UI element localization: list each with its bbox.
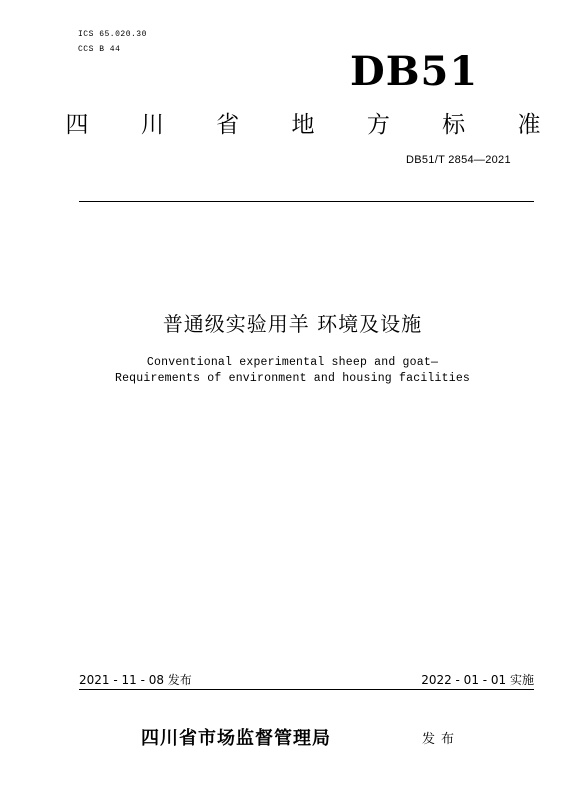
implementation-date: 2022 - 01 - 01 实施	[421, 673, 534, 687]
title-english-line2: Requirements of environment and housing facilities	[114, 372, 471, 385]
standard-type-char: 省	[216, 112, 240, 138]
issuer-action: 发布	[422, 732, 461, 747]
standard-type	[62, 110, 544, 140]
ccs-code: CCS B 44	[78, 45, 121, 54]
db-code: DB51	[350, 48, 479, 95]
title-english-line1: Conventional experimental sheep and goat—	[146, 356, 439, 369]
standard-type-char: 准	[517, 112, 541, 138]
standard-type-char: 川	[140, 112, 164, 138]
bottom-divider	[79, 689, 534, 690]
issue-date: 2021 - 11 - 08 发布	[79, 673, 192, 687]
ics-code: ICS 65.020.30	[78, 30, 147, 39]
top-divider	[79, 201, 534, 202]
issuer-name: 四川省市场监督管理局	[141, 728, 331, 749]
title-chinese: 普通级实验用羊 环境及设施	[162, 312, 423, 336]
standard-number: DB51/T 2854—2021	[406, 154, 511, 166]
standard-type-char: 标	[442, 112, 466, 138]
standard-type-char: 四	[65, 112, 89, 138]
standard-type-char: 地	[291, 112, 315, 138]
standard-type-char: 方	[366, 112, 390, 138]
